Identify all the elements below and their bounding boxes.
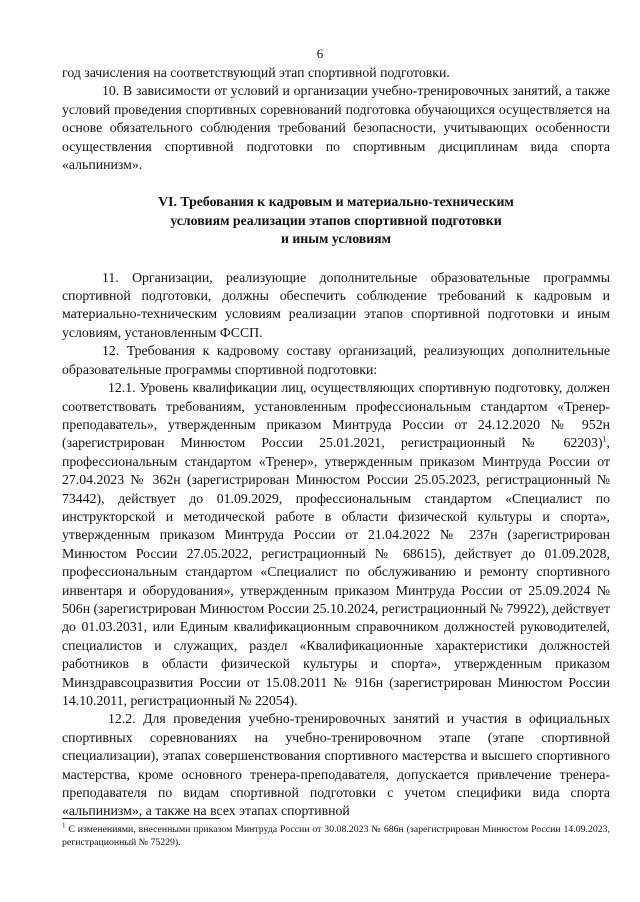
paragraph-12-1-part-2: , профессиональным стандартом «Тренер», утвержденным приказом Минтруда России от 27.04.2023 № 362н (зарегистрирован Минюстом России 25.05.2023, регистрационный № 73442), действует до 01.09.2029, профессиональным стандартом «Специалист по инструкторской и методической работе в области физической культуры и спорта», утвержденным приказом Минтруда России от 21.04.2022 № 237н (зарегистрирован Минюстом России 27.05.2022, регистрационный № 68615), действует до 01.09.2028, профессиональным стандартом «Специалист по обслуживанию и ремонту спортивного инвентаря и оборудования», утвержденным приказом Минтруда России от 25.09.2024 № 506н (зарегистрирован Минюстом России 25.10.2024, регистрационный № 79922), действует до 01.03.2031, или Единым квалификационным справочником должностей руководителей, специалистов и служащих, раздел «Квалификационные характеристики должностей работников в области физической культуры и спорта», утвержденным приказом Минздравсоцразвития России от 15.08.2011 № 916н (зарегистрирован Минюстом России 14.10.2011, регистрационный № 22054). <box>62 435 610 708</box>
paragraph-continuation: год зачисления на соответствующий этап спортивной подготовки. <box>62 65 450 80</box>
paragraph-12-1 <box>62 379 610 710</box>
paragraph-10: 10. В зависимости от условий и организации учебно-тренировочных занятий, а также условий проведения спортивных соревнований подготовка обучающихся осуществляется на основе обязательного соблюдения требований безопасности, учитывающих особенности осуществления спортивной подготовки по спортивным дисциплинам вида спорта «альпинизм». <box>62 83 610 173</box>
footnote-reference: 1 <box>602 434 607 444</box>
paragraph-11: 11. Организации, реализующие дополнительные образовательные программы спортивной подготовки, должны обеспечить соблюдение требований к кадровым и материально-техническим условиям реализации этапов спортивной подготовки и иным условиям, установленным ФССП. <box>62 269 610 340</box>
page-number: 6 <box>316 46 324 61</box>
section-heading-line-1: VI. Требования к кадровым и материально-техническим <box>158 194 514 210</box>
footnote-divider <box>62 818 220 819</box>
paragraph-12-2: 12.2. Для проведения учебно-тренировочных занятий и участия в официальных спортивных соревнованиях на учебно-тренировочном этапе (этапе спортивной специализации), этапах совершенствования спортивного мастерства и высшего спортивного мастерства, кроме основного тренера-преподавателя, допускается привлечение тренера-преподавателя по видам спортивной подготовки с учетом специфики вида спорта «альпинизм», а также на всех этапах спортивной <box>62 711 610 819</box>
footnote-mark: 1 <box>62 821 66 830</box>
section-heading-line-3: и иным условиям <box>280 231 392 247</box>
document-body <box>62 64 610 821</box>
paragraph-12-1-part-1: 12.1. Уровень квалификации лиц, осуществляющих спортивную подготовку, должен соответствовать требованиям, установленным профессиональным стандартом «Тренер-преподаватель», утвержденным приказом Минтруда России от 24.12.2020 № 952н (зарегистрирован Минюстом России 25.01.2021, регистрационный № 62203) <box>62 380 610 451</box>
footnote <box>62 823 610 849</box>
footnote-text: С изменениями, внесенными приказом Минтруда России от 30.08.2023 № 686н (зарегистрирован Минюстом России 14.09.2023, регистрационный № 75229). <box>62 824 610 848</box>
section-heading <box>62 193 610 248</box>
section-heading-line-2: условиям реализации этапов спортивной подготовки <box>170 212 502 228</box>
paragraph-12: 12. Требования к кадровому составу организаций, реализующих дополнительные образовательные программы спортивной подготовки: <box>62 343 610 377</box>
